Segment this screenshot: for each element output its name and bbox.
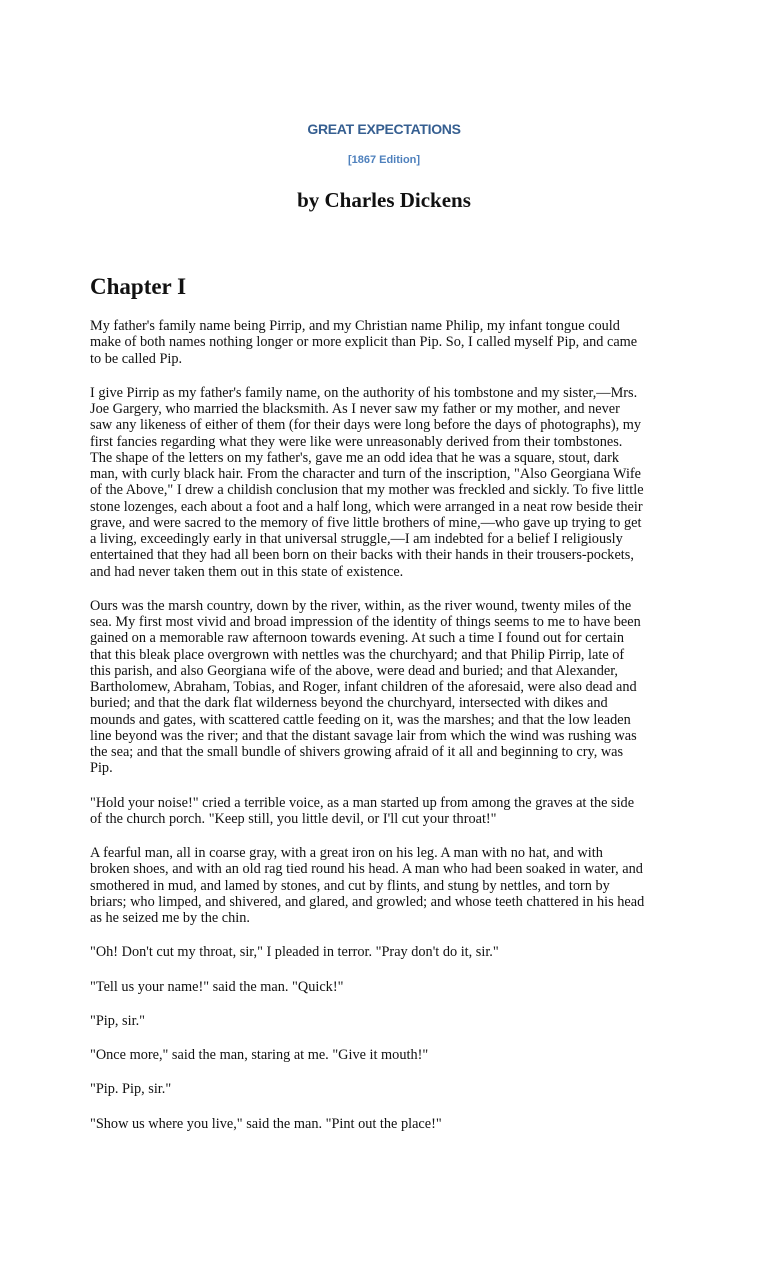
- paragraph-line: man, with curly black hair. From the character and turn of the inscription, "Also Georgiana Wife: [90, 466, 642, 482]
- paragraph: [90, 845, 690, 926]
- paragraph-line: buried; and that the dark flat wilderness beyond the churchyard, intersected with dikes and: [90, 695, 608, 712]
- paragraph-line: Ours was the marsh country, down by the river, within, as the river wound, twenty miles of the: [90, 597, 632, 614]
- paragraph-line: smothered in mud, and lamed by stones, and cut by flints, and stung by nettles, and torn by: [90, 877, 610, 894]
- paragraph-line: "Pip. Pip, sir.": [90, 1081, 172, 1098]
- paragraph: [90, 598, 690, 777]
- paragraph-line: the sea; and that the small bundle of shivers growing afraid of it all and beginning to cry, was: [90, 744, 624, 760]
- paragraph: [90, 1116, 690, 1132]
- paragraph-line: a living, exceedingly early in that universal struggle,—I am indebted for a belief I religiously: [90, 531, 623, 547]
- paragraph-line: mounds and gates, with scattered cattle feeding on it, was the marshes; and that the low leaden: [90, 711, 631, 728]
- paragraph: [90, 1081, 690, 1097]
- chapter-heading: Chapter I: [90, 274, 187, 299]
- paragraph-line: "Once more," said the man, staring at me. "Give it mouth!": [90, 1047, 429, 1063]
- paragraph-line: first fancies regarding what they were like were unreasonably derived from their tombstones.: [90, 433, 623, 450]
- paragraph-line: grave, and were sacred to the memory of five little brothers of mine,—who gave up trying to get: [90, 514, 642, 531]
- paragraph: [90, 1013, 690, 1029]
- paragraph-line: Pip.: [90, 760, 113, 777]
- paragraph-line: of the Above," I drew a childish conclusion that my mother was freckled and sickly. To five little: [90, 482, 644, 499]
- paragraph-line: broken shoes, and with an old rag tied round his head. A man who had been soaked in water, and: [90, 861, 643, 878]
- paragraph-line: briars; who limped, and shivered, and glared, and growled; and whose teeth chattered in his head: [90, 893, 645, 910]
- paragraph: [90, 944, 690, 960]
- paragraph-line: A fearful man, all in coarse gray, with a great iron on his leg. A man with no hat, and with: [90, 845, 603, 861]
- paragraph-line: "Tell us your name!" said the man. "Quick!": [90, 978, 344, 995]
- paragraph-line: of the church porch. "Keep still, you little devil, or I'll cut your throat!": [90, 810, 497, 827]
- paragraph-line: My father's family name being Pirrip, and my Christian name Philip, my infant tongue could: [90, 318, 620, 334]
- paragraph-line: stone lozenges, each about a foot and a half long, which were arranged in a neat row beside their: [90, 498, 643, 515]
- paragraph: [90, 795, 690, 828]
- paragraph: [90, 1047, 690, 1063]
- paragraph-line: "Show us where you live," said the man. "Pint out the place!": [90, 1115, 442, 1132]
- paragraph-line: make of both names nothing longer or more explicit than Pip. So, I called myself Pip, and came: [90, 334, 638, 351]
- paragraph-line: The shape of the letters on my father's, gave me an odd idea that he was a square, stout, dark: [90, 449, 619, 466]
- book-title: GREAT EXPECTATIONS: [307, 121, 461, 137]
- author-line: by Charles Dickens: [297, 188, 471, 212]
- paragraph-line: line beyond was the river; and that the distant savage lair from which the wind was rushing was: [90, 727, 637, 744]
- paragraph: [90, 979, 690, 995]
- paragraph-line: and had never taken them out in this state of existence.: [90, 563, 404, 580]
- chapter-body: [90, 318, 690, 1150]
- paragraph-line: gained on a memorable raw afternoon towards evening. At such a time I found out for certain: [90, 630, 624, 647]
- paragraph: [90, 385, 690, 580]
- paragraph-line: Joe Gargery, who married the blacksmith. As I never saw my father or my mother, and never: [90, 401, 620, 417]
- paragraph-line: "Hold your noise!" cried a terrible voice, as a man started up from among the graves at the side: [90, 794, 635, 811]
- paragraph-line: entertained that they had all been born on their backs with their hands in their trousers-pockets,: [90, 547, 634, 564]
- paragraph-line: "Oh! Don't cut my throat, sir," I pleaded in terror. "Pray don't do it, sir.": [90, 944, 499, 961]
- paragraph: [90, 318, 690, 367]
- paragraph-line: Bartholomew, Abraham, Tobias, and Roger, infant children of the aforesaid, were also dead and: [90, 679, 637, 695]
- paragraph-line: saw any likeness of either of them (for their days were long before the days of photographs), my: [90, 417, 642, 434]
- paragraph-line: I give Pirrip as my father's family name, on the authority of his tombstone and my sister,—Mrs.: [90, 384, 638, 401]
- paragraph-line: sea. My first most vivid and broad impression of the identity of things seems to me to have been: [90, 614, 641, 630]
- paragraph-line: to be called Pip.: [90, 350, 183, 367]
- paragraph-line: that this bleak place overgrown with nettles was the churchyard; and that Philip Pirrip, late of: [90, 646, 625, 663]
- paragraph-line: as he seized me by the chin.: [90, 910, 250, 926]
- edition-label: [1867 Edition]: [347, 154, 421, 166]
- paragraph-line: this parish, and also Georgiana wife of the above, were dead and buried; and that Alexander,: [90, 662, 618, 679]
- paragraph-line: "Pip, sir.": [90, 1012, 145, 1029]
